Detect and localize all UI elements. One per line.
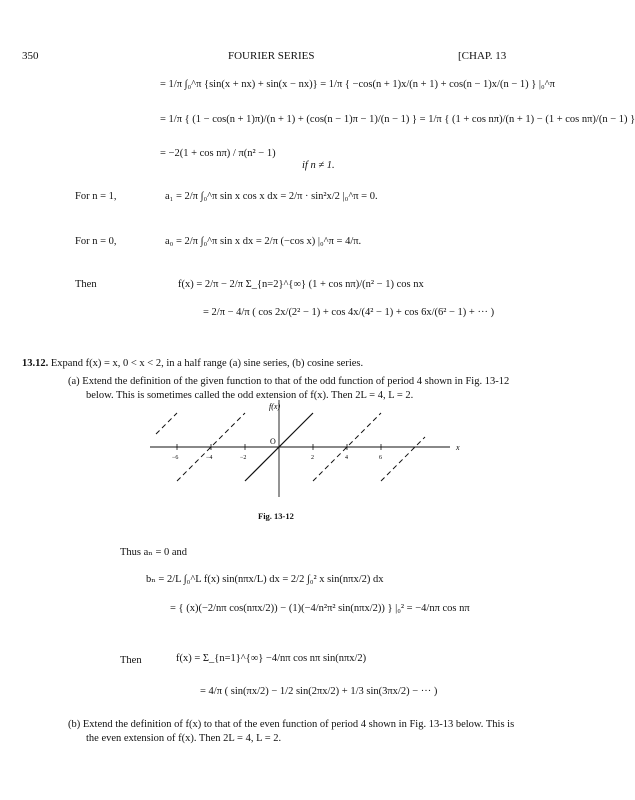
chapter-label: [CHAP. 13 bbox=[458, 50, 507, 62]
case-n0-label: For n = 0, bbox=[75, 236, 117, 247]
problem-statement bbox=[22, 357, 363, 370]
equation-line-1: = 1/π ∫₀^π {sin(x + nx) + sin(x − nx)} = 1/π { −cos(n + 1)x/(n + 1) + cos(n − 1)x/(n − 1) } |₀^π bbox=[160, 79, 555, 90]
sine-series-line-2: = 4/π ( sin(πx/2) − 1/2 sin(2πx/2) + 1/3 sin(3πx/2) − ··· ) bbox=[200, 686, 438, 697]
figure-odd-extension bbox=[0, 395, 558, 505]
y-axis-label: f(x) bbox=[269, 402, 281, 411]
case-n1-label: For n = 1, bbox=[75, 191, 117, 202]
case-n1-equation: a₁ = 2/π ∫₀^π sin x cos x dx = 2/π · sin²x/2 |₀^π = 0. bbox=[165, 191, 378, 202]
tick-label-6: 6 bbox=[379, 455, 382, 461]
x-axis-label: x bbox=[456, 443, 460, 452]
part-b-line-1: (b) Extend the definition of f(x) to that of the even function of period 4 shown in Fig. 13-13 below. This is bbox=[68, 719, 515, 730]
problem-number: 13.12. bbox=[22, 358, 49, 369]
bn-line-1: bₙ = 2/L ∫₀^L f(x) sin(nπx/L) dx = 2/2 ∫₀² x sin(nπx/2) dx bbox=[146, 574, 384, 585]
series-line-2: = 2/π − 4/π ( cos 2x/(2² − 1) + cos 4x/(4² − 1) + cos 6x/(6² − 1) + ··· ) bbox=[203, 307, 495, 318]
page-number: 350 bbox=[22, 50, 39, 62]
part-a-line-2: below. This is sometimes called the odd extension of f(x). Then 2L = 4, L = 2. bbox=[86, 390, 414, 401]
then-label-1: Then bbox=[75, 279, 97, 290]
part-a-line-1: (a) Extend the definition of the given function to that of the odd function of period 4 shown in Fig. 13-12 bbox=[68, 376, 510, 387]
origin-label: O bbox=[270, 437, 276, 446]
tick-label-4: 4 bbox=[345, 455, 348, 461]
tick-label-neg6: −6 bbox=[172, 455, 179, 461]
bn-line-2: = { (x)(−2/nπ cos(nπx/2)) − (1)(−4/n²π² sin(nπx/2)) } |₀² = −4/nπ cos nπ bbox=[170, 603, 470, 614]
tick-label-neg4: −4 bbox=[206, 455, 213, 461]
sine-series-line-1: f(x) = Σ_{n=1}^{∞} −4/nπ cos nπ sin(nπx/2) bbox=[176, 653, 367, 664]
equation-line-3: = −2(1 + cos nπ) / π(n² − 1) bbox=[160, 148, 276, 159]
running-title: FOURIER SERIES bbox=[228, 50, 315, 62]
equation-line-2: = 1/π { (1 − cos(n + 1)π)/(n + 1) + (cos(n − 1)π − 1)/(n − 1) } = 1/π { (1 + cos nπ)/(n + 1) − (1 + cos nπ)/(n − 1) } bbox=[160, 114, 635, 125]
problem-text: Expand f(x) = x, 0 < x < 2, in a half range (a) sine series, (b) cosine series. bbox=[50, 358, 364, 369]
equation-condition: if n ≠ 1. bbox=[302, 160, 335, 171]
tick-label-2: 2 bbox=[311, 455, 314, 461]
tick-label-neg2: −2 bbox=[240, 455, 247, 461]
case-n0-equation: a₀ = 2/π ∫₀^π sin x dx = 2/π (−cos x) |₀^π = 4/π. bbox=[165, 236, 362, 247]
series-line-1: f(x) = 2/π − 2/π Σ_{n=2}^{∞} (1 + cos nπ)/(n² − 1) cos nx bbox=[178, 279, 424, 290]
part-b-line-2: the even extension of f(x). Then 2L = 4, L = 2. bbox=[86, 733, 282, 744]
thus-line: Thus aₙ = 0 and bbox=[120, 547, 188, 558]
figure-caption: Fig. 13-12 bbox=[258, 511, 294, 521]
then-label-2: Then bbox=[120, 655, 142, 666]
